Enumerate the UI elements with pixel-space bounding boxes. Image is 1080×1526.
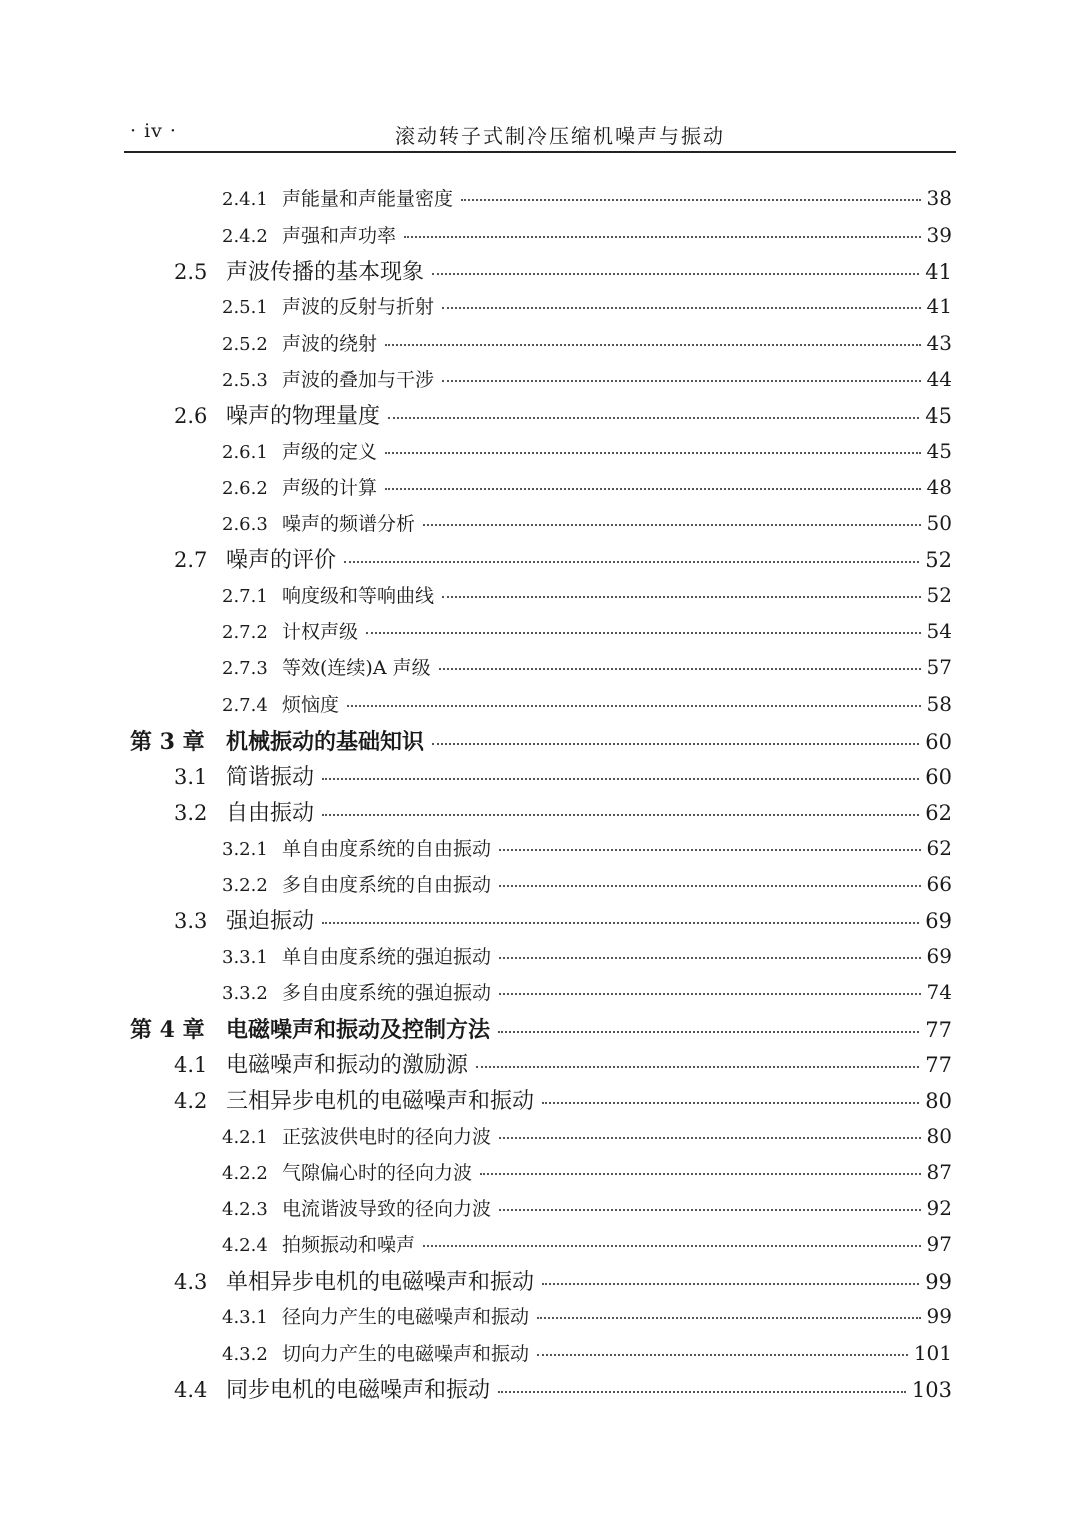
toc-entry-page: 69 xyxy=(926,944,952,968)
toc-entry xyxy=(222,581,952,608)
toc-entry-title: 声能量和声能量密度 xyxy=(282,188,454,210)
toc-entry-number: 2.5.3 xyxy=(222,370,268,391)
toc-entry-number: 3.1 xyxy=(174,765,208,789)
toc-entry-title: 电流谐波导致的径向力波 xyxy=(282,1198,492,1220)
toc-entry-title: 等效(连续)A 声级 xyxy=(282,657,431,679)
toc-entry xyxy=(222,329,952,356)
toc-entry-page: 80 xyxy=(925,1089,952,1113)
dot-leader xyxy=(423,1245,921,1247)
toc-entry-page: 60 xyxy=(925,765,952,789)
toc-entry-page: 41 xyxy=(925,260,952,284)
dot-leader xyxy=(385,488,921,490)
toc-entry-number: 2.6.2 xyxy=(222,478,268,499)
toc-entry-number: 2.5.2 xyxy=(222,334,268,355)
toc-entry xyxy=(222,1194,952,1221)
toc-entry xyxy=(222,1230,952,1257)
dot-leader xyxy=(347,705,921,707)
toc-entry-page: 62 xyxy=(926,836,952,860)
dot-leader xyxy=(322,814,919,816)
toc-entry-title: 简谐振动 xyxy=(226,765,315,790)
dot-leader xyxy=(476,1066,919,1068)
toc-entry-title: 噪声的评价 xyxy=(226,548,337,573)
toc-entry-title: 气隙偏心时的径向力波 xyxy=(282,1162,473,1184)
dot-leader xyxy=(537,1354,908,1356)
dot-leader xyxy=(442,596,921,598)
dot-leader xyxy=(480,1173,921,1175)
toc-entry-number: 3.2 xyxy=(174,801,208,825)
toc-entry-number: 2.4.1 xyxy=(222,189,268,210)
toc-entry xyxy=(222,509,952,536)
toc-entry-number: 2.6 xyxy=(174,404,208,428)
dot-leader xyxy=(498,1391,906,1393)
toc-entry-title: 噪声的频谱分析 xyxy=(282,513,416,535)
toc-entry-number: 4.2.2 xyxy=(222,1163,268,1184)
toc-entry-number: 2.5.1 xyxy=(222,297,268,318)
toc-entry-page: 66 xyxy=(926,872,952,896)
toc-entry-number: 3.3.2 xyxy=(222,983,268,1004)
page-number: · iv · xyxy=(130,120,177,142)
dot-leader xyxy=(442,307,921,309)
dot-leader xyxy=(423,524,921,526)
toc-entry xyxy=(222,870,952,897)
dot-leader xyxy=(498,1031,919,1033)
dot-leader xyxy=(432,273,919,275)
toc-entry-number: 2.7.1 xyxy=(222,586,268,607)
toc-entry-number: 3.3 xyxy=(174,909,208,933)
toc-entry-title: 电磁噪声和振动的激励源 xyxy=(226,1053,469,1078)
toc-entry-page: 45 xyxy=(926,439,952,463)
toc-entry-number: 4.4 xyxy=(174,1378,208,1402)
toc-entry-number: 4.2.3 xyxy=(222,1199,268,1220)
toc-entry xyxy=(174,1373,952,1404)
dot-leader xyxy=(366,632,921,634)
toc-entry-title: 切向力产生的电磁噪声和振动 xyxy=(282,1343,530,1365)
toc-entry-title: 拍频振动和噪声 xyxy=(282,1234,416,1256)
toc-entry-title: 自由振动 xyxy=(226,801,315,826)
dot-leader xyxy=(499,993,921,995)
toc-entry-title: 多自由度系统的强迫振动 xyxy=(282,982,492,1004)
toc-entry xyxy=(130,725,952,756)
toc-entry-page: 50 xyxy=(926,511,952,535)
toc-entry xyxy=(222,221,952,248)
toc-entry-number: 4.3 xyxy=(174,1270,208,1294)
dot-leader xyxy=(499,1137,921,1139)
toc-entry-page: 43 xyxy=(926,331,952,355)
toc-entry xyxy=(222,1158,952,1185)
dot-leader xyxy=(499,957,921,959)
toc-entry-number: 第 4 章 xyxy=(130,1017,205,1043)
toc-entry-page: 39 xyxy=(926,223,952,247)
toc-entry-page: 92 xyxy=(926,1196,952,1220)
toc-entry-page: 44 xyxy=(926,367,952,391)
toc-entry-number: 3.2.1 xyxy=(222,839,268,860)
dot-leader xyxy=(404,236,921,238)
toc-entry-page: 38 xyxy=(926,186,952,210)
toc-entry-page: 57 xyxy=(926,655,952,679)
toc-entry xyxy=(174,760,952,791)
dot-leader xyxy=(432,743,919,745)
dot-leader xyxy=(442,380,921,382)
toc-entry xyxy=(222,690,952,717)
dot-leader xyxy=(461,199,921,201)
toc-entry-page: 101 xyxy=(913,1341,952,1365)
dot-leader xyxy=(344,561,919,563)
toc-entry-title: 机械振动的基础知识 xyxy=(226,729,425,755)
dot-leader xyxy=(439,668,921,670)
toc-entry-page: 69 xyxy=(925,909,952,933)
toc-entry-number: 2.5 xyxy=(174,260,208,284)
book-title: 滚动转子式制冷压缩机噪声与振动 xyxy=(395,124,725,148)
toc-entry-number: 4.2.1 xyxy=(222,1127,268,1148)
toc-entry-title: 声级的计算 xyxy=(282,477,378,499)
toc-entry-title: 电磁噪声和振动及控制方法 xyxy=(226,1017,491,1043)
toc-entry-page: 54 xyxy=(926,619,952,643)
toc-entry-page: 52 xyxy=(925,548,952,572)
toc-entry-page: 41 xyxy=(926,294,952,318)
toc-entry-page: 45 xyxy=(925,404,952,428)
toc-entry xyxy=(222,942,952,969)
toc-entry-title: 烦恼度 xyxy=(282,694,340,716)
toc-entry-title: 三相异步电机的电磁噪声和振动 xyxy=(226,1089,535,1114)
toc-entry xyxy=(222,437,952,464)
toc-entry-number: 4.1 xyxy=(174,1053,208,1077)
toc-entry xyxy=(222,365,952,392)
toc-entry-page: 48 xyxy=(926,475,952,499)
dot-leader xyxy=(385,344,921,346)
toc-entry-page: 52 xyxy=(926,583,952,607)
toc-entry-page: 77 xyxy=(925,1053,952,1077)
toc-entry xyxy=(174,904,952,935)
toc-entry-title: 声波的反射与折射 xyxy=(282,296,435,318)
toc-entry xyxy=(222,292,952,319)
dot-leader xyxy=(499,885,921,887)
dot-leader xyxy=(537,1317,921,1319)
toc-entry-number: 2.7.3 xyxy=(222,658,268,679)
toc-entry-number: 2.4.2 xyxy=(222,226,268,247)
toc-entry-title: 声波的绕射 xyxy=(282,333,378,355)
toc-entry-number: 第 3 章 xyxy=(130,729,205,755)
toc-entry-number: 2.7.4 xyxy=(222,695,268,716)
toc-entry-page: 74 xyxy=(926,980,952,1004)
toc-entry-number: 2.7.2 xyxy=(222,622,268,643)
toc-entry-title: 声级的定义 xyxy=(282,441,378,463)
toc-entry-title: 单相异步电机的电磁噪声和振动 xyxy=(226,1270,535,1295)
toc-entry-page: 80 xyxy=(926,1124,952,1148)
toc-entry-title: 声波的叠加与干涉 xyxy=(282,369,435,391)
toc-entry-number: 3.2.2 xyxy=(222,875,268,896)
toc-entry-title: 噪声的物理量度 xyxy=(226,404,381,429)
dot-leader xyxy=(542,1102,919,1104)
toc-entry-number: 2.6.1 xyxy=(222,442,268,463)
toc-entry-page: 99 xyxy=(926,1304,952,1328)
toc-entry-title: 径向力产生的电磁噪声和振动 xyxy=(282,1306,530,1328)
toc-entry-page: 97 xyxy=(926,1232,952,1256)
toc-entry-page: 58 xyxy=(926,692,952,716)
dot-leader xyxy=(499,849,921,851)
toc-entry-page: 62 xyxy=(925,801,952,825)
toc-entry xyxy=(174,399,952,430)
toc-entry-title: 声波传播的基本现象 xyxy=(226,260,425,285)
dot-leader xyxy=(499,1209,921,1211)
toc-entry-number: 4.3.1 xyxy=(222,1307,268,1328)
dot-leader xyxy=(388,417,919,419)
toc-entry-title: 响度级和等响曲线 xyxy=(282,585,435,607)
toc-entry-number: 4.2 xyxy=(174,1089,208,1113)
toc-entry-number: 4.3.2 xyxy=(222,1344,268,1365)
toc-entry-page: 77 xyxy=(925,1018,952,1042)
toc-entry-title: 计权声级 xyxy=(282,621,359,643)
toc-entry-title: 强迫振动 xyxy=(226,909,315,934)
toc-entry xyxy=(174,796,952,827)
toc-entry-title: 多自由度系统的自由振动 xyxy=(282,874,492,896)
toc-entry-title: 单自由度系统的强迫振动 xyxy=(282,946,492,968)
toc-entry-page: 99 xyxy=(925,1270,952,1294)
toc-entry xyxy=(174,1048,952,1079)
toc-entry-title: 声强和声功率 xyxy=(282,225,397,247)
toc-entry xyxy=(174,255,952,286)
toc-entry xyxy=(222,834,952,861)
toc-entry xyxy=(222,1122,952,1149)
toc-entry xyxy=(174,1084,952,1115)
toc-entry-number: 2.6.3 xyxy=(222,514,268,535)
toc-entry xyxy=(174,543,952,574)
toc-entry xyxy=(222,1302,952,1329)
dot-leader xyxy=(322,778,919,780)
toc-entry-number: 4.2.4 xyxy=(222,1235,268,1256)
toc-entry xyxy=(222,617,952,644)
toc-entry xyxy=(222,1339,952,1366)
dot-leader xyxy=(385,452,921,454)
toc-entry xyxy=(222,473,952,500)
toc-entry xyxy=(222,184,952,211)
toc-entry-number: 3.3.1 xyxy=(222,947,268,968)
toc-entry xyxy=(130,1013,952,1044)
toc-entry xyxy=(222,978,952,1005)
dot-leader xyxy=(322,922,919,924)
toc-entry xyxy=(222,653,952,680)
toc-entry-page: 60 xyxy=(925,730,952,754)
dot-leader xyxy=(542,1283,919,1285)
toc-entry-title: 单自由度系统的自由振动 xyxy=(282,838,492,860)
toc-entry-title: 正弦波供电时的径向力波 xyxy=(282,1126,492,1148)
toc-entry-page: 87 xyxy=(926,1160,952,1184)
toc-entry xyxy=(174,1265,952,1296)
toc-entry-title: 同步电机的电磁噪声和振动 xyxy=(226,1378,491,1403)
toc-entry-page: 103 xyxy=(911,1378,952,1402)
toc-entry-number: 2.7 xyxy=(174,548,208,572)
